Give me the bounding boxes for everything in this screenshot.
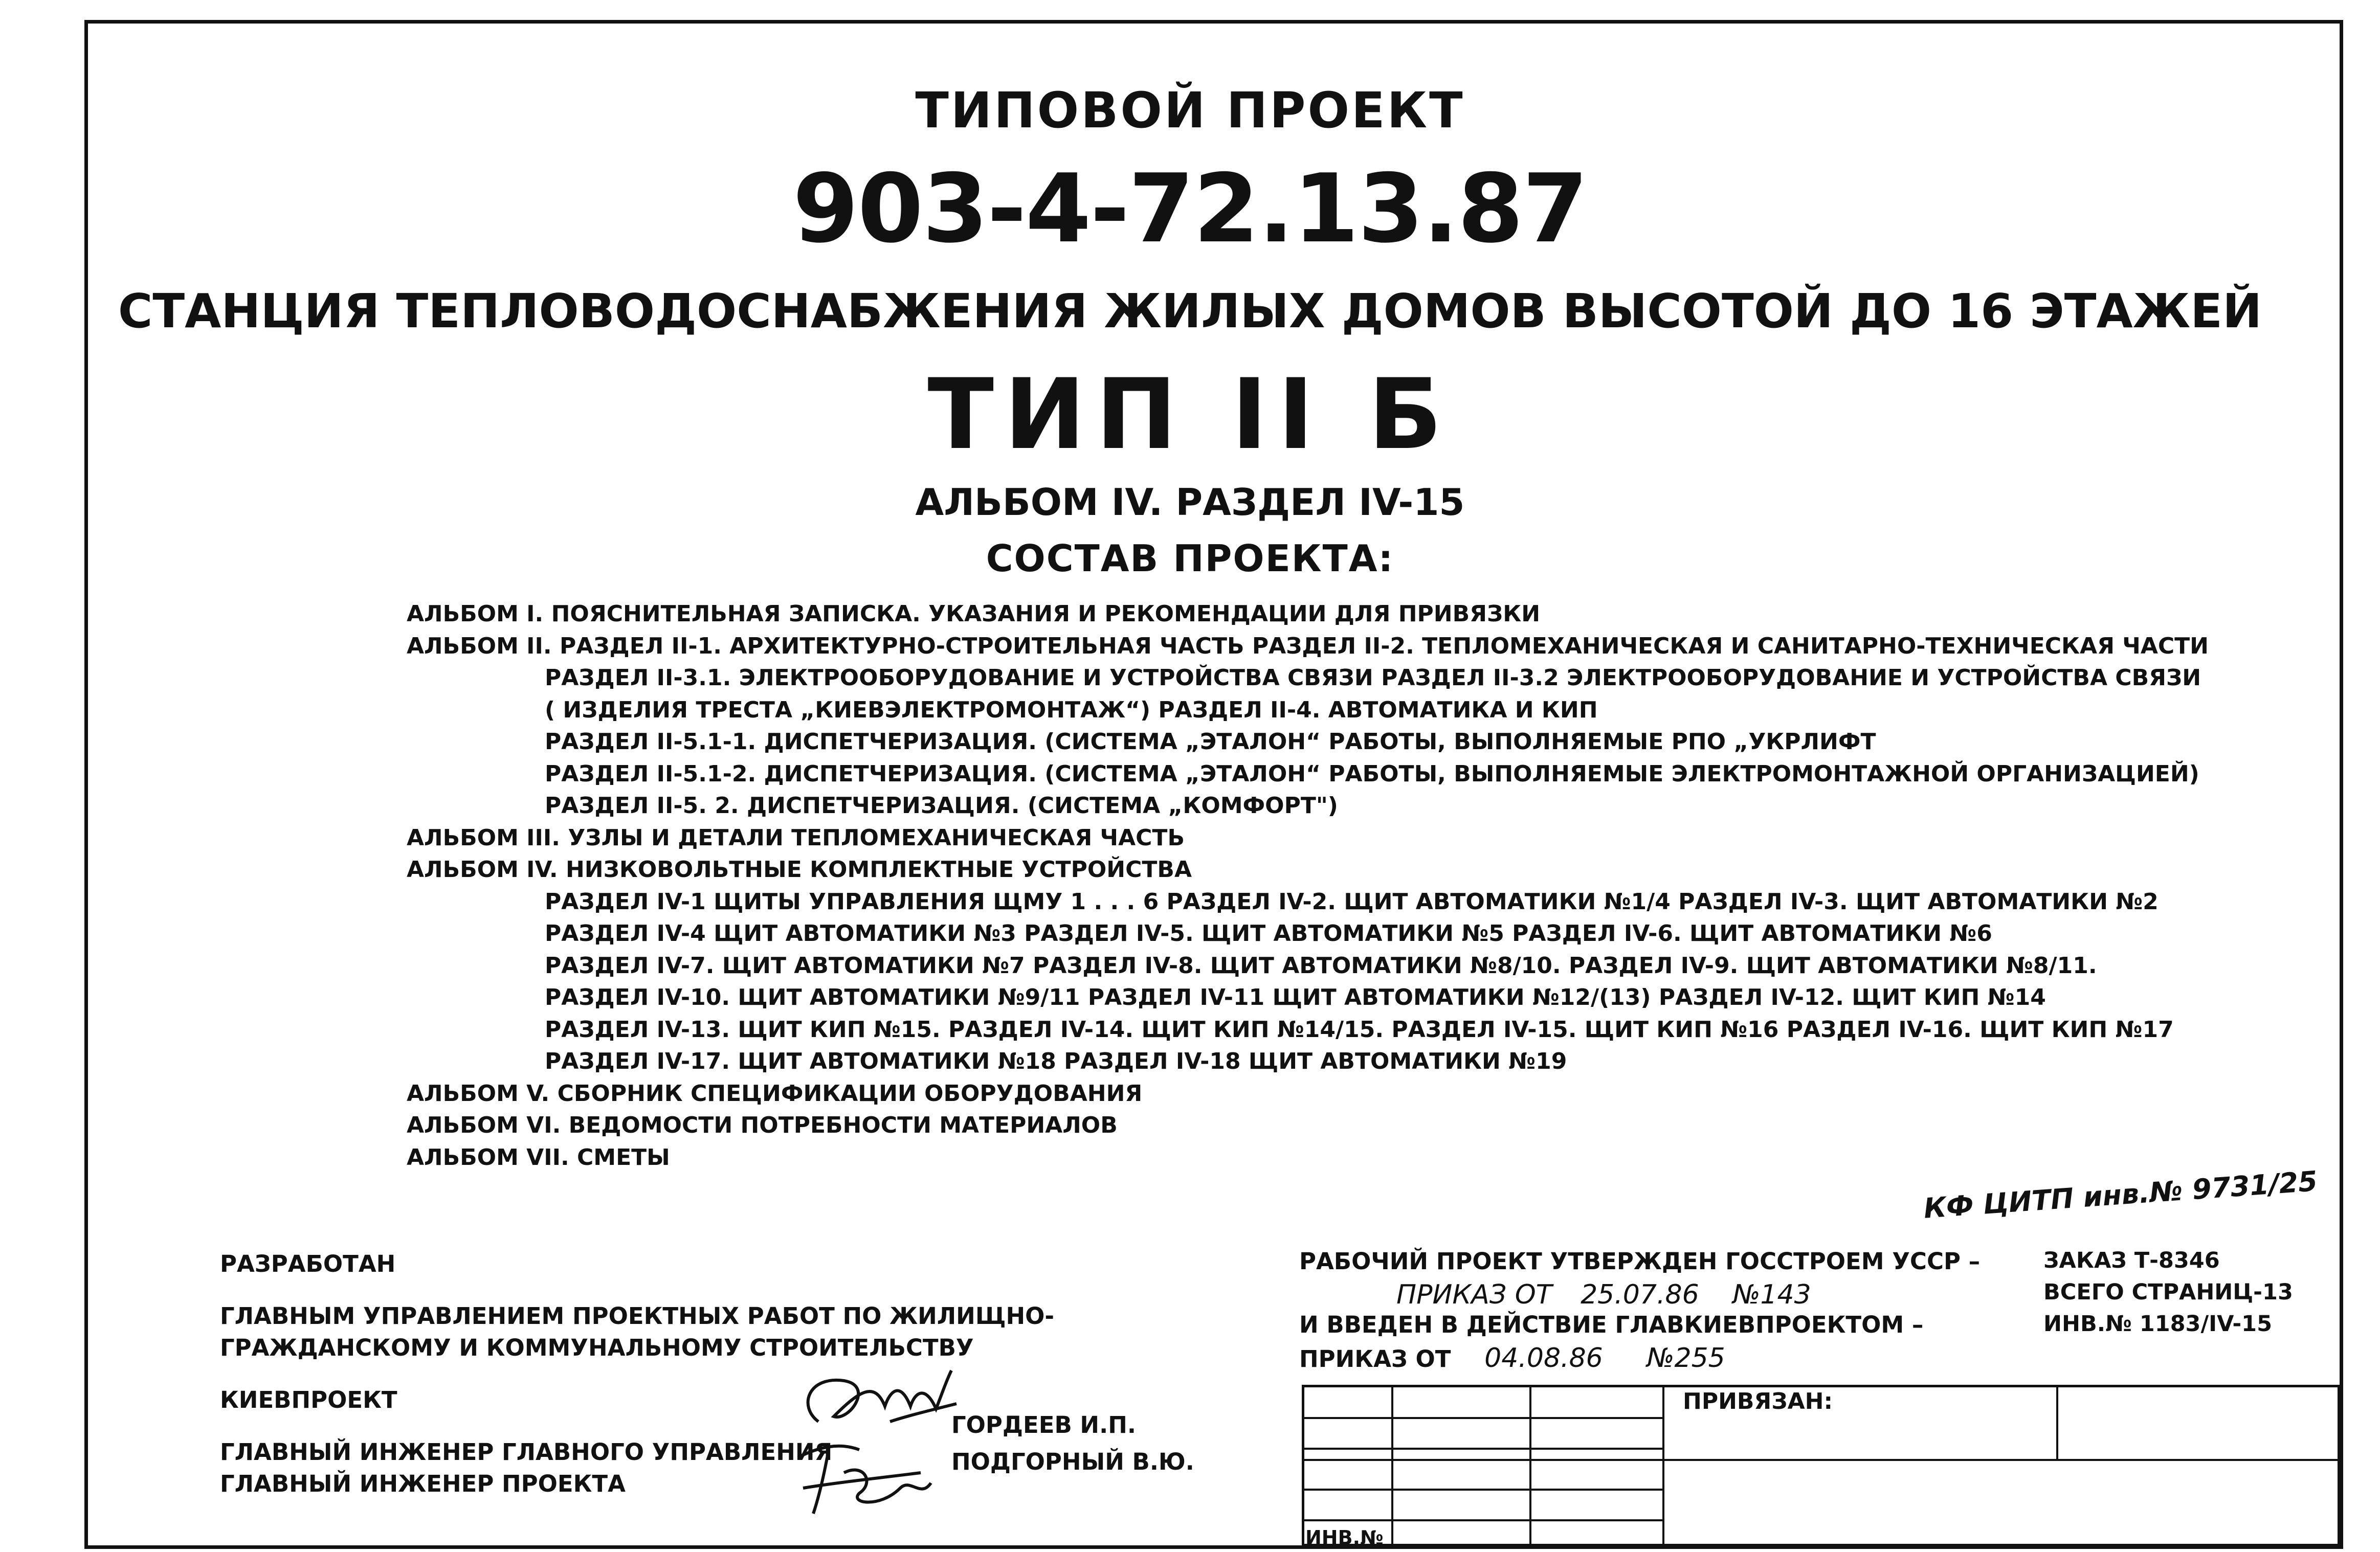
composition-line: АЛЬБОМ V. СБОРНИК СПЕЦИФИКАЦИИ ОБОРУДОВАНИЯ bbox=[407, 1080, 1143, 1107]
project-subject: СТАНЦИЯ ТЕПЛОВОДОСНАБЖЕНИЯ ЖИЛЫХ ДОМОВ ВЫСОТОЙ ДО 16 ЭТАЖЕЙ bbox=[118, 284, 2262, 339]
inv-label: ИНВ.№ bbox=[1305, 1526, 1384, 1549]
project-type-code: ТИП II Б bbox=[927, 358, 1453, 471]
composition-line: АЛЬБОМ II. РАЗДЕЛ II-1. АРХИТЕКТУРНО-СТРОИТЕЛЬНАЯ ЧАСТЬ РАЗДЕЛ II-2. ТЕПЛОМЕХАНИЧЕСКАЯ И САНИТАРНО-ТЕХНИЧЕСКАЯ ЧАСТИ bbox=[407, 633, 2209, 659]
inventory-number: ИНВ.№ 1183/IV-15 bbox=[2043, 1311, 2273, 1337]
order2-number: №255 bbox=[1647, 1343, 1725, 1374]
composition-line: РАЗДЕЛ IV-17. ЩИТ АВТОМАТИКИ №18 РАЗДЕЛ IV-18 ЩИТ АВТОМАТИКИ №19 bbox=[545, 1048, 1567, 1074]
chief-engineer-label: ГЛАВНЫЙ ИНЖЕНЕР ГЛАВНОГО УПРАВЛЕНИЯ bbox=[220, 1438, 833, 1466]
approval-line3: И ВВЕДЕН В ДЕЙСТВИЕ ГЛАВКИЕВПРОЕКТОМ – bbox=[1299, 1311, 1924, 1338]
pages-total: ВСЕГО СТРАНИЦ-13 bbox=[2043, 1279, 2293, 1305]
developer-org-line2: ГРАЖДАНСКОМУ И КОММУНАЛЬНОМУ СТРОИТЕЛЬСТВУ bbox=[220, 1334, 974, 1361]
composition-line: АЛЬБОМ IV. НИЗКОВОЛЬТНЫЕ КОМПЛЕКТНЫЕ УСТРОЙСТВА bbox=[407, 857, 1192, 883]
developer-institute: КИЕВПРОЕКТ bbox=[220, 1386, 397, 1413]
developer-heading: РАЗРАБОТАН bbox=[220, 1250, 396, 1277]
order1-date: 25.07.86 bbox=[1581, 1279, 1699, 1310]
composition-line: РАЗДЕЛ IV-10. ЩИТ АВТОМАТИКИ №9/11 РАЗДЕЛ IV-11 ЩИТ АВТОМАТИКИ №12/(13) РАЗДЕЛ IV-12. ЩИТ КИП №14 bbox=[545, 984, 2046, 1010]
order-info-block bbox=[2043, 1248, 2293, 1343]
engineer-names bbox=[951, 1411, 1194, 1485]
composition-line: РАЗДЕЛ II-5. 2. ДИСПЕТЧЕРИЗАЦИЯ. (СИСТЕМА „КОМФОРТ") bbox=[545, 793, 1338, 819]
composition-line: АЛЬБОМ VI. ВЕДОМОСТИ ПОТРЕБНОСТИ МАТЕРИАЛОВ bbox=[407, 1112, 1118, 1138]
developer-org-line1: ГЛАВНЫМ УПРАВЛЕНИЕМ ПРОЕКТНЫХ РАБОТ ПО ЖИЛИЩНО- bbox=[220, 1302, 1055, 1330]
composition-line: РАЗДЕЛ IV-7. ЩИТ АВТОМАТИКИ №7 РАЗДЕЛ IV-8. ЩИТ АВТОМАТИКИ №8/10. РАЗДЕЛ IV-9. ЩИТ АВТОМАТИКИ №8/11. bbox=[545, 952, 2097, 979]
composition-line: РАЗДЕЛ IV-1 ЩИТЫ УПРАВЛЕНИЯ ЩМУ 1 . . . 6 РАЗДЕЛ IV-2. ЩИТ АВТОМАТИКИ №1/4 РАЗДЕЛ IV-3. ЩИТ АВТОМАТИКИ №2 bbox=[545, 888, 2159, 915]
order1-label: ПРИКАЗ ОТ bbox=[1396, 1279, 1552, 1310]
project-type-heading: ТИПОВОЙ ПРОЕКТ bbox=[915, 82, 1465, 139]
composition-line: РАЗДЕЛ IV-4 ЩИТ АВТОМАТИКИ №3 РАЗДЕЛ IV-5. ЩИТ АВТОМАТИКИ №5 РАЗДЕЛ IV-6. ЩИТ АВТОМАТИКИ №6 bbox=[545, 920, 1992, 947]
approval-order1 bbox=[1299, 1279, 2015, 1311]
project-number: 903-4-72.13.87 bbox=[792, 153, 1588, 264]
order2-label: ПРИКАЗ ОТ bbox=[1299, 1345, 1451, 1373]
album-section: АЛЬБОМ IV. РАЗДЕЛ IV-15 bbox=[915, 481, 1465, 524]
composition-line: АЛЬБОМ I. ПОЯСНИТЕЛЬНАЯ ЗАПИСКА. УКАЗАНИЯ И РЕКОМЕНДАЦИИ ДЛЯ ПРИВЯЗКИ bbox=[407, 601, 1541, 627]
order1-number: №143 bbox=[1732, 1279, 1811, 1310]
composition-line: РАЗДЕЛ II-3.1. ЭЛЕКТРООБОРУДОВАНИЕ И УСТРОЙСТВА СВЯЗИ РАЗДЕЛ II-3.2 ЭЛЕКТРООБОРУДОВАНИЕ И УСТРОЙСТВА СВЯЗИ bbox=[545, 665, 2201, 691]
order-number: ЗАКАЗ Т-8346 bbox=[2043, 1248, 2220, 1273]
chief-engineer-name: ГОРДЕЕВ И.П. bbox=[951, 1411, 1136, 1438]
composition-line: АЛЬБОМ III. УЗЛЫ И ДЕТАЛИ ТЕПЛОМЕХАНИЧЕСКАЯ ЧАСТЬ bbox=[407, 824, 1185, 851]
approval-order2 bbox=[1299, 1343, 2015, 1375]
approval-line1: РАБОЧИЙ ПРОЕКТ УТВЕРЖДЕН ГОССТРОЕМ УССР – bbox=[1299, 1248, 1981, 1275]
composition-line: ( ИЗДЕЛИЯ ТРЕСТА „КИЕВЭЛЕКТРОМОНТАЖ“) РАЗДЕЛ II-4. АВТОМАТИКА И КИП bbox=[545, 696, 1598, 723]
composition-line: РАЗДЕЛ II-5.1-2. ДИСПЕТЧЕРИЗАЦИЯ. (СИСТЕМА „ЭТАЛОН“ РАБОТЫ, ВЫПОЛНЯЕМЫЕ ЭЛЕКТРОМОНТАЖНОЙ ОРГАНИЗАЦИЕЙ) bbox=[545, 760, 2199, 787]
approval-block bbox=[1299, 1248, 2015, 1375]
signature-project-engineer bbox=[788, 1427, 951, 1534]
composition-list bbox=[407, 601, 2209, 1176]
privyazan-label: ПРИВЯЗАН: bbox=[1683, 1388, 1833, 1414]
archive-stamp: КФ ЦИТП инв.№ 9731/25 bbox=[1922, 1165, 2319, 1225]
project-engineer-name: ПОДГОРНЫЙ В.Ю. bbox=[951, 1448, 1194, 1475]
composition-heading: СОСТАВ ПРОЕКТА: bbox=[986, 537, 1394, 580]
composition-line: АЛЬБОМ VII. СМЕТЫ bbox=[407, 1144, 670, 1171]
project-engineer-label: ГЛАВНЫЙ ИНЖЕНЕР ПРОЕКТА bbox=[220, 1470, 626, 1497]
composition-line: РАЗДЕЛ IV-13. ЩИТ КИП №15. РАЗДЕЛ IV-14. ЩИТ КИП №14/15. РАЗДЕЛ IV-15. ЩИТ КИП №16 РАЗДЕЛ IV-16. ЩИТ КИП №17 bbox=[545, 1016, 2174, 1043]
order2-date: 04.08.86 bbox=[1484, 1343, 1603, 1374]
composition-line: РАЗДЕЛ II-5.1-1. ДИСПЕТЧЕРИЗАЦИЯ. (СИСТЕМА „ЭТАЛОН“ РАБОТЫ, ВЫПОЛНЯЕМЫЕ РПО „УКРЛИФТ bbox=[545, 729, 1876, 755]
